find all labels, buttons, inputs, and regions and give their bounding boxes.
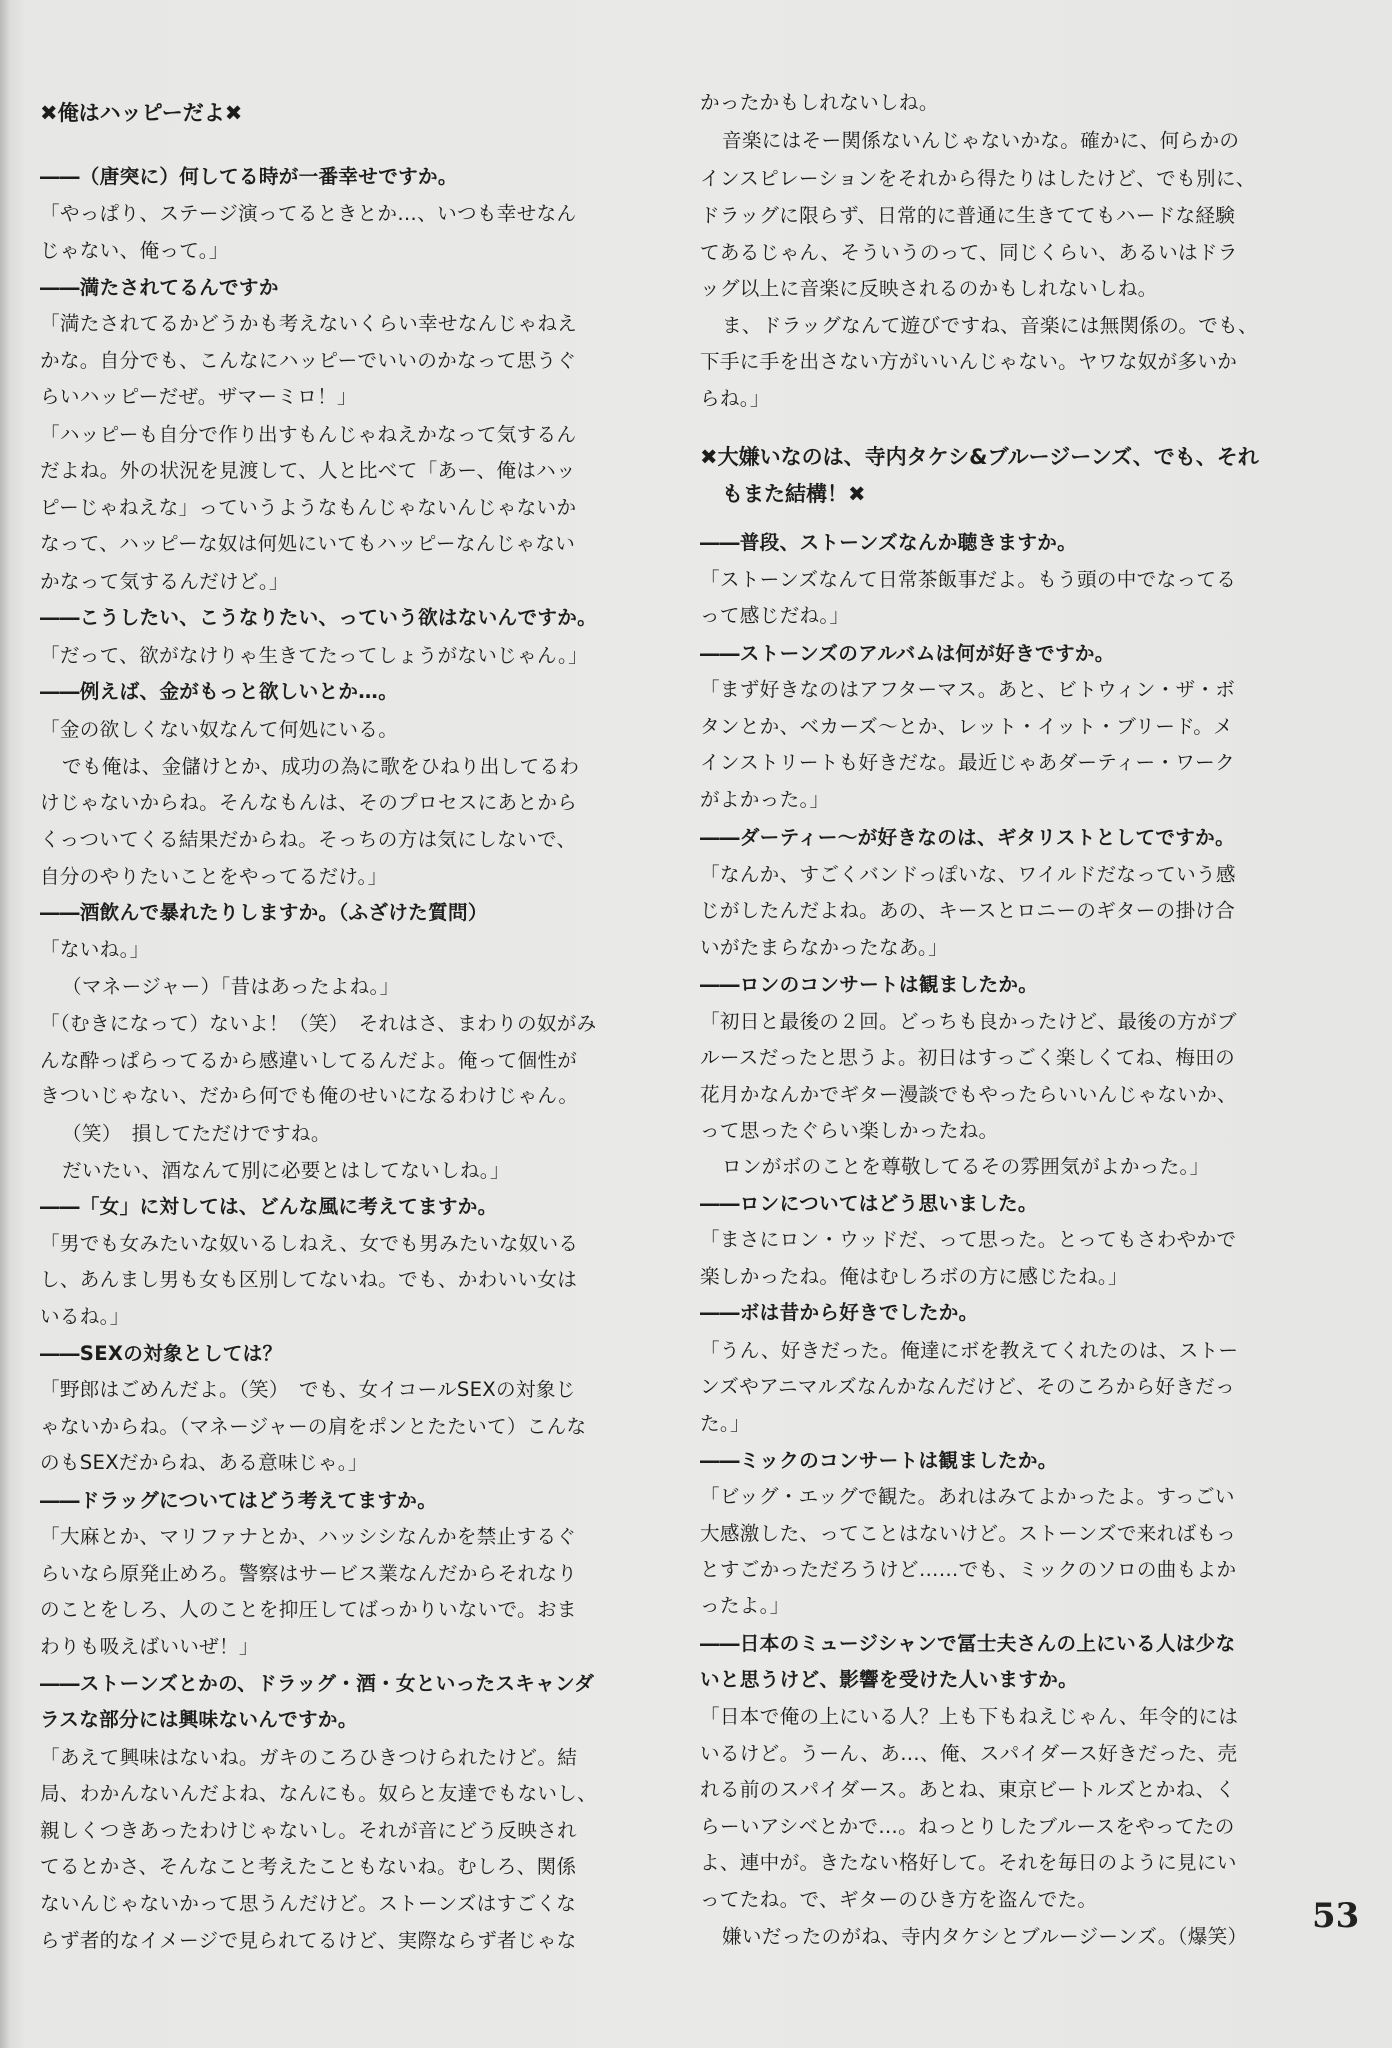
interview-answer: 「大麻とか、マリファナとか、ハッシシなんかを禁止するぐ xyxy=(40,1525,577,1548)
interview-answer: ンズやアニマルズなんかなんだけど、そのころから好きだっ xyxy=(700,1375,1235,1398)
interview-answer: よ、連中が。きたない格好して。それを毎日のように見にい xyxy=(700,1851,1237,1874)
interview-answer: じゃない、俺って。」 xyxy=(40,239,229,262)
interview-answer: てあるじゃん、そういうのって、同じくらい、あるいはドラ xyxy=(700,241,1238,264)
interview-answer: 嫌いだったのがね、寺内タケシとブルージーンズ。（爆笑） xyxy=(722,1925,1248,1948)
section-heading: ✖大嫌いなのは、寺内タケシ&ブルージーンズ、でも、それ xyxy=(700,445,1259,469)
interview-answer: た。」 xyxy=(700,1412,750,1435)
interview-answer: って思ったぐらい楽しかったね。 xyxy=(700,1119,999,1142)
interview-answer: れる前のスパイダース。あとね、東京ビートルズとかね、く xyxy=(700,1778,1236,1801)
interview-answer: ピーじゃねえな」っていうようなもんじゃないんじゃないか xyxy=(40,496,577,519)
page-number: 53 xyxy=(1312,1896,1360,1936)
interview-answer: 「まず好きなのはアフターマス。あと、ビトウィン・ザ・ボ xyxy=(700,678,1236,701)
interview-answer: なって、ハッピーな奴は何処にいてもハッピーなんじゃない xyxy=(40,532,576,555)
interview-answer: 「うん、好きだった。俺達にボを教えてくれたのは、ストー xyxy=(700,1339,1239,1362)
interview-question: ――日本のミュージシャンで冨士夫さんの上にいる人は少な xyxy=(700,1632,1236,1655)
interview-answer: のことをしろ、人のことを抑圧してばっかりいないで。おま xyxy=(40,1598,577,1621)
interview-question: ――ボは昔から好きでしたか。 xyxy=(700,1301,979,1324)
interview-answer: 「なんか、すごくバンドっぽいな、ワイルドだなっていう感 xyxy=(700,863,1236,886)
interview-answer: のもSEXだからね、ある意味じゃ。」 xyxy=(40,1451,368,1474)
interview-answer: 「金の欲しくない奴なんて何処にいる。 xyxy=(40,718,399,741)
interview-answer: って感じだね。」 xyxy=(700,604,850,627)
interview-question: ――例えば、金がもっと欲しいとか…。 xyxy=(40,680,399,703)
section-heading: もまた結構！✖ xyxy=(722,482,866,506)
interview-answer: 下手に手を出さない方がいいんじゃない。ヤワな奴が多いか xyxy=(700,350,1238,373)
interview-answer: いるけど。うーん、あ…、俺、スパイダース好きだった、売 xyxy=(700,1742,1238,1765)
interview-answer: てるとかさ、そんなこと考えたこともないね。むしろ、関係 xyxy=(40,1855,577,1878)
interview-answer: 「あえて興味はないね。ガキのころひきつけられたけど。結 xyxy=(40,1746,578,1769)
interview-answer: 「野郎はごめんだよ。（笑） でも、女イコールSEXの対象じ xyxy=(40,1378,576,1401)
interview-question: ――ダーティー～が好きなのは、ギタリストとしてですか。 xyxy=(700,826,1235,849)
interview-answer: 花月かなんかでギター漫談でもやったらいいんじゃないか、 xyxy=(700,1083,1237,1106)
interview-answer: ルースだったと思うよ。初日はすっごく楽しくてね、梅田の xyxy=(700,1046,1235,1069)
interview-answer: らいなら原発止めろ。警察はサービス業なんだからそれなり xyxy=(40,1562,578,1585)
interview-answer: （マネージャー）「昔はあったよね。」 xyxy=(62,975,400,998)
interview-answer: ロンがボのことを尊敬してるその雰囲気がよかった。」 xyxy=(722,1155,1210,1178)
interview-question: ――「女」に対しては、どんな風に考えてますか。 xyxy=(40,1195,498,1218)
interview-question: ――酒飲んで暴れたりしますか。（ふざけた質問） xyxy=(40,901,488,924)
interview-answer: かなって気するんだけど。」 xyxy=(40,570,289,593)
interview-answer: だいたい、酒なんて別に必要とはしてないしね。」 xyxy=(62,1159,510,1182)
interview-answer: けじゃないからね。そんなもんは、そのプロセスにあとから xyxy=(40,791,578,814)
interview-question: ――普段、ストーンズなんか聴きますか。 xyxy=(700,531,1078,554)
section-heading: ✖俺はハッピーだよ✖ xyxy=(40,101,243,125)
interview-answer: 音楽にはそー関係ないんじゃないかな。確かに、何らかの xyxy=(722,129,1240,152)
interview-answer: インストリートも好きだな。最近じゃあダーティー・ワーク xyxy=(700,751,1235,774)
interview-answer: 「初日と最後の２回。どっちも良かったけど、最後の方がブ xyxy=(700,1010,1237,1033)
interview-answer: ドラッグに限らず、日常的に普通に生きててもハードな経験 xyxy=(700,204,1236,227)
interview-answer: タンとか、ベカーズ～とか、レット・イット・ブリード。メ xyxy=(700,715,1234,738)
interview-answer: じがしたんだよね。あの、キースとロニーのギターの掛け合 xyxy=(700,899,1236,922)
interview-answer: らず者的なイメージで見られてるけど、実際ならず者じゃな xyxy=(40,1929,577,1952)
interview-answer: らね。」 xyxy=(700,387,770,410)
interview-answer: いがたまらなかったなあ。」 xyxy=(700,936,949,959)
interview-question: ――満たされてるんですか xyxy=(40,276,279,299)
interview-question: ――ストーンズのアルバムは何が好きですか。 xyxy=(700,642,1115,665)
interview-answer: 「日本で俺の上にいる人？上も下もねえじゃん、年令的には xyxy=(700,1705,1239,1728)
interview-answer: らいハッピーだぜ。ザマーミロ！」 xyxy=(40,385,357,408)
interview-answer: インスピレーションをそれから得たりはしたけど、でも別に、 xyxy=(700,167,1256,190)
interview-answer: 「男でも女みたいな奴いるしねえ、女でも男みたいな奴いる xyxy=(40,1232,579,1255)
interview-answer: 「やっぱり、ステージ演ってるときとか…、いつも幸せなん xyxy=(40,202,577,225)
interview-question: ――ドラッグについてはどう考えてますか。 xyxy=(40,1489,438,1512)
interview-question: ――（唐突に）何してる時が一番幸せですか。 xyxy=(40,165,458,188)
interview-answer: きついじゃない、だから何でも俺のせいになるわけじゃん。 xyxy=(40,1084,579,1107)
interview-answer: 局、わかんないんだよね、なんにも。奴らと友達でもないし、 xyxy=(40,1782,598,1805)
interview-answer: いるね。」 xyxy=(40,1305,130,1328)
interview-answer: （笑） 損してただけですね。 xyxy=(62,1122,331,1145)
interview-answer: 楽しかったね。俺はむしろボの方に感じたね。」 xyxy=(700,1265,1128,1288)
interview-answer: 「ないね。」 xyxy=(40,938,150,961)
interview-answer: ってたね。で、ギターのひき方を盗んでた。 xyxy=(700,1888,1098,1911)
interview-answer: ま、ドラッグなんて遊びですね、音楽には無関係の。でも、 xyxy=(722,314,1258,337)
interview-answer: かな。自分でも、こんなにハッピーでいいのかなって思うぐ xyxy=(40,349,577,372)
interview-answer: 「ビッグ・エッグで観た。あれはみてよかったよ。すっごい xyxy=(700,1485,1235,1508)
interview-answer: 自分のやりたいことをやってるだけ。」 xyxy=(40,865,388,888)
interview-answer: 「まさにロン・ウッドだ、って思った。とってもさわやかで xyxy=(700,1228,1237,1251)
interview-answer: くっついてくる結果だからね。そっちの方は気にしないで、 xyxy=(40,828,577,851)
interview-answer: ゃないからね。（マネージャーの肩をポンとたたいて）こんな xyxy=(40,1415,587,1438)
interview-answer: とすごかっただろうけど……でも、ミックのソロの曲もよか xyxy=(700,1558,1237,1581)
interview-question: ラスな部分には興味ないんですか。 xyxy=(40,1708,358,1731)
interview-answer: でも俺は、金儲けとか、成功の為に歌をひねり出してるわ xyxy=(62,755,580,778)
interview-answer: 「（むきになって）ないよ！（笑） それはさ、まわりの奴がみ xyxy=(40,1012,597,1035)
interview-answer: わりも吸えばいいぜ！」 xyxy=(40,1635,259,1658)
interview-answer: 「だって、欲がなけりゃ生きてたってしょうがないじゃん。」 xyxy=(40,644,589,667)
interview-question: ――ストーンズとかの、ドラッグ・酒・女といったスキャンダ xyxy=(40,1672,595,1695)
interview-question: ――SEXの対象としては？ xyxy=(40,1342,283,1365)
interview-answer: 親しくつきあったわけじゃないし。それが音にどう反映され xyxy=(40,1819,577,1842)
interview-answer: だよね。外の状況を見渡して、人と比べて「あー、俺はハッ xyxy=(40,459,576,482)
interview-question: ――ロンについてはどう思いました。 xyxy=(700,1192,1038,1215)
interview-answer: らーいアシベとかで…。ねっとりしたブルースをやってたの xyxy=(700,1815,1235,1838)
interview-answer: 大感激した、ってことはないけど。ストーンズで来ればもっ xyxy=(700,1522,1237,1545)
interview-question: ――ロンのコンサートは観ましたか。 xyxy=(700,973,1039,996)
interview-answer: ったよ。」 xyxy=(700,1594,790,1617)
interview-answer: がよかった。」 xyxy=(700,788,830,811)
interview-question: ――ミックのコンサートは観ましたか。 xyxy=(700,1449,1058,1472)
interview-answer: 「ハッピーも自分で作り出すもんじゃねえかなって気するん xyxy=(40,423,577,446)
interview-answer: かったかもしれないしね。 xyxy=(700,91,939,114)
interview-answer: ないんじゃないかって思うんだけど。ストーンズはすごくな xyxy=(40,1892,577,1915)
interview-answer: 「ストーンズなんて日常茶飯事だよ。もう頭の中でなってる xyxy=(700,568,1237,591)
interview-answer: 「満たされてるかどうかも考えないくらい幸せなんじゃねえ xyxy=(40,312,578,335)
interview-answer: し、あんまし男も女も区別してないね。でも、かわいい女は xyxy=(40,1268,578,1291)
interview-answer: んな酔っぱらってるから感違いしてるんだよ。俺って個性が xyxy=(40,1049,578,1072)
interview-question: いと思うけど、影響を受けた人いますか。 xyxy=(700,1668,1078,1691)
interview-answer: ッグ以上に音楽に反映されるのかもしれないしね。 xyxy=(700,277,1158,300)
interview-question: ――こうしたい、こうなりたい、っていう欲はないんですか。 xyxy=(40,606,598,629)
